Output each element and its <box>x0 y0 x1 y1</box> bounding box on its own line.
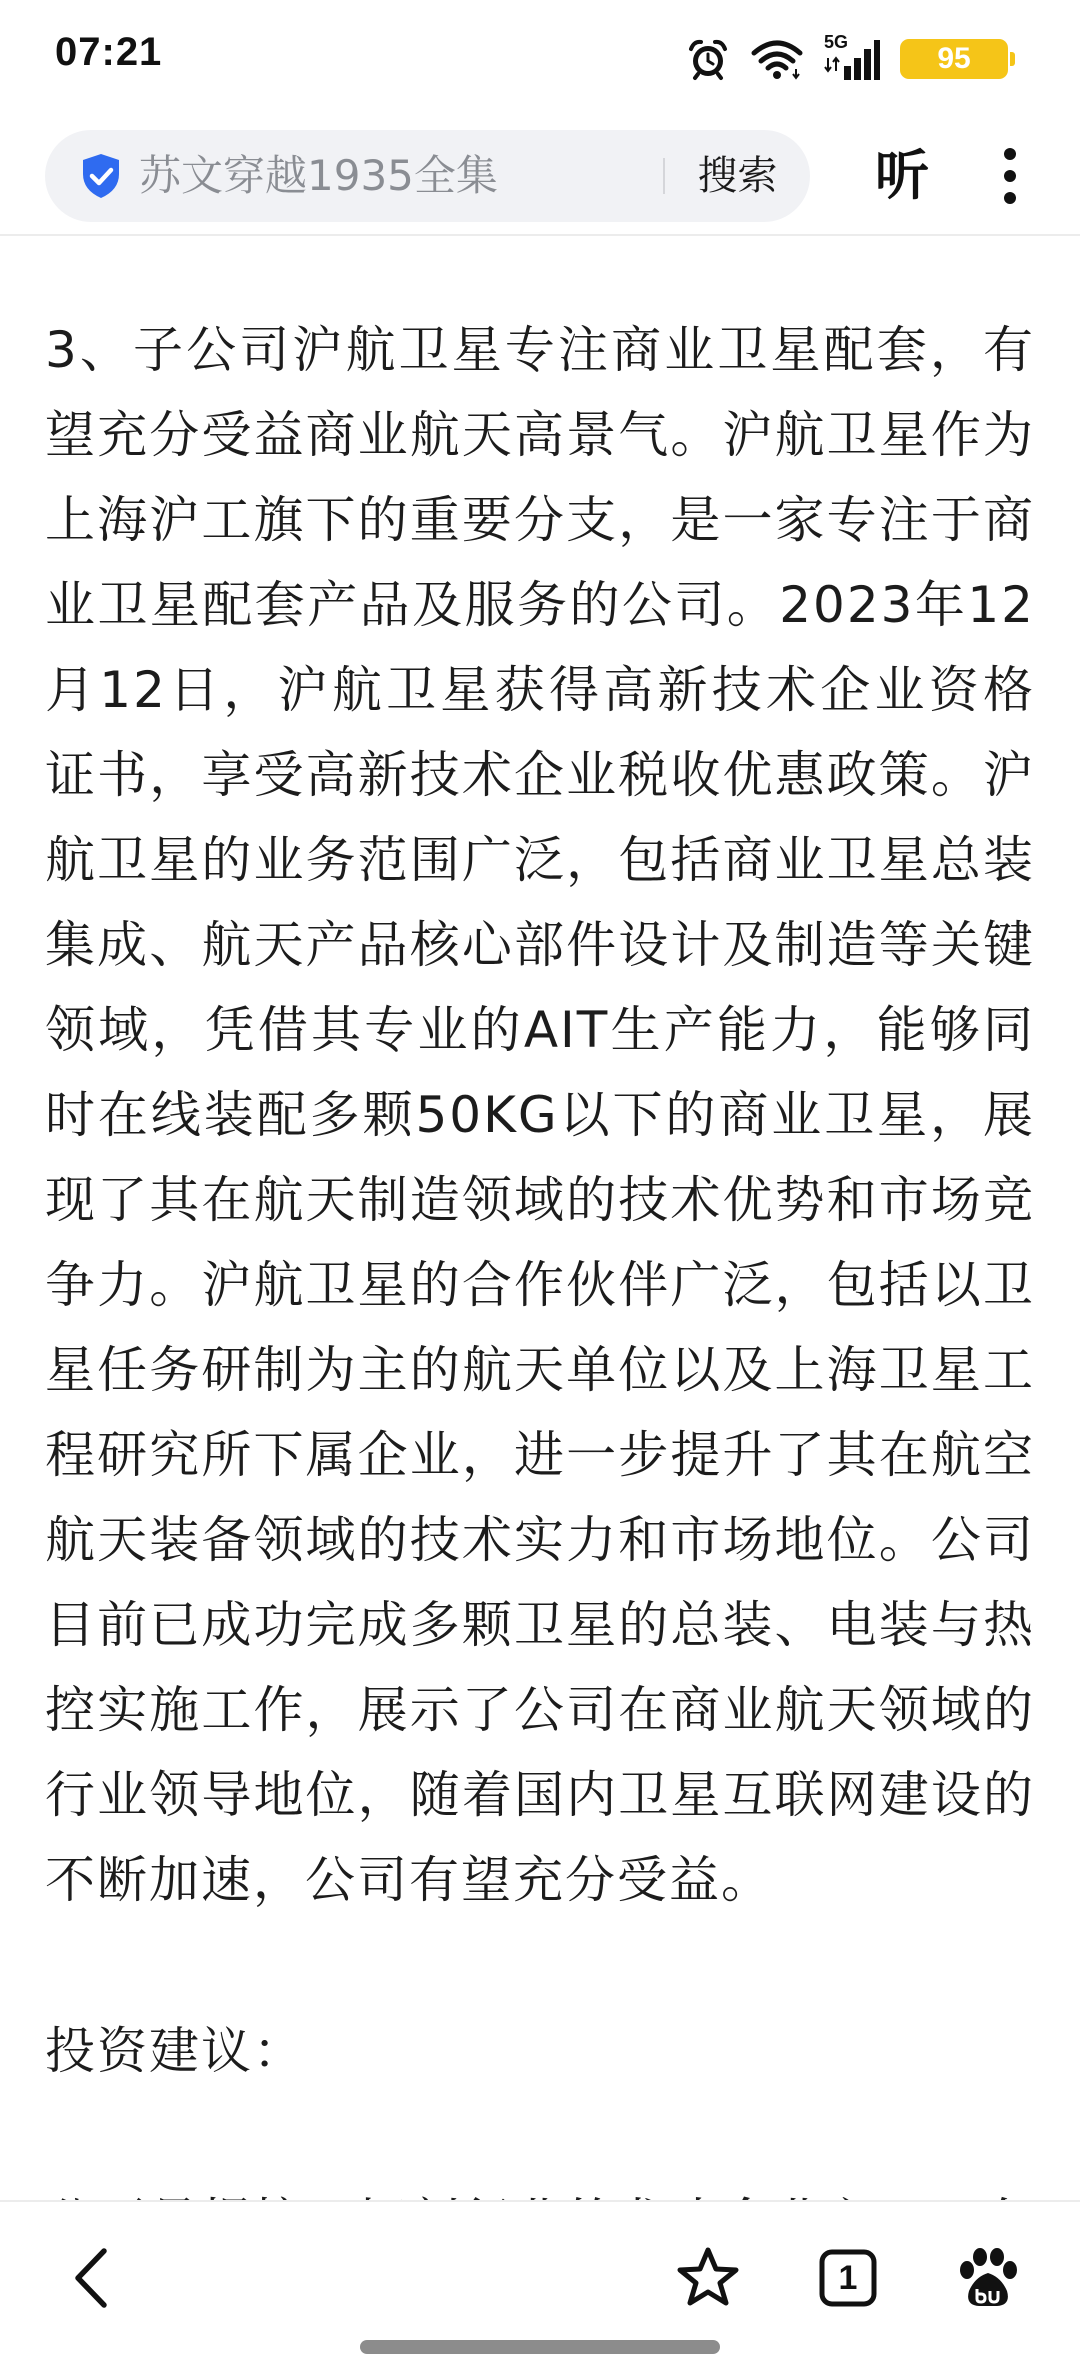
shield-check-icon <box>79 152 123 200</box>
baidu-button[interactable] <box>946 2236 1030 2320</box>
tabs-button[interactable] <box>806 2236 890 2320</box>
network-type: 5G <box>824 32 849 52</box>
article-paragraph: 3、子公司沪航卫星专注商业卫星配套，有望充分受益商业航天高景气。沪航卫星作为上海沪工旗下的重要分支，是一家专注于商业卫星配套产品及服务的公司。2023年12月12日，沪航卫星获得高新技术企业资格证书，享受高新技术企业税收优惠政策。沪航卫星的业务范围广泛，包括商业卫星总装集成、航天产品核心部件设计及制造等关键领域，凭借其专业的AIT生产能力，能够同时在线装配多颗50KG以下的商业卫星，展现了其在航天制造领域的技术优势和市场竞争力。沪航卫星的合作伙伴广泛，包括以卫星任务研制为主的航天单位以及上海卫星工程研究所下属企业，进一步提升了其在航空航天装备领域的技术实力和市场地位。公司目前已成功完成多颗卫星的总装、电装与热控实施工作，展示了公司在商业航天领域的行业领导地位，随着国内卫星互联网建设的不断加速，公司有望充分受益。 <box>45 321 1035 1909</box>
status-icons <box>686 34 1008 84</box>
wifi-icon <box>750 37 804 81</box>
status-bar <box>0 0 1080 118</box>
alarm-clock-icon <box>686 37 730 81</box>
status-time: 07:21 <box>55 30 163 74</box>
baidu-paw-icon <box>953 2243 1023 2313</box>
cellular-signal-icon <box>824 32 880 82</box>
search-query-text[interactable]: 苏文穿越1935全集 <box>139 151 498 200</box>
favorite-button[interactable] <box>666 2236 750 2320</box>
search-box[interactable] <box>45 130 810 222</box>
section-heading: 投资建议： <box>45 2022 305 2080</box>
star-icon <box>675 2245 741 2311</box>
back-arrow-icon <box>62 2243 122 2313</box>
browser-top-bar <box>0 118 1080 236</box>
battery-indicator: 95 <box>900 39 1008 79</box>
back-button[interactable] <box>50 2236 134 2320</box>
article-content <box>45 236 1035 2200</box>
tab-count: 1 <box>838 2259 858 2297</box>
search-button[interactable]: 搜索 <box>697 153 778 199</box>
listen-button[interactable]: 听 <box>875 144 929 207</box>
home-indicator[interactable] <box>360 2340 720 2354</box>
more-vertical-icon[interactable] <box>980 140 1040 212</box>
